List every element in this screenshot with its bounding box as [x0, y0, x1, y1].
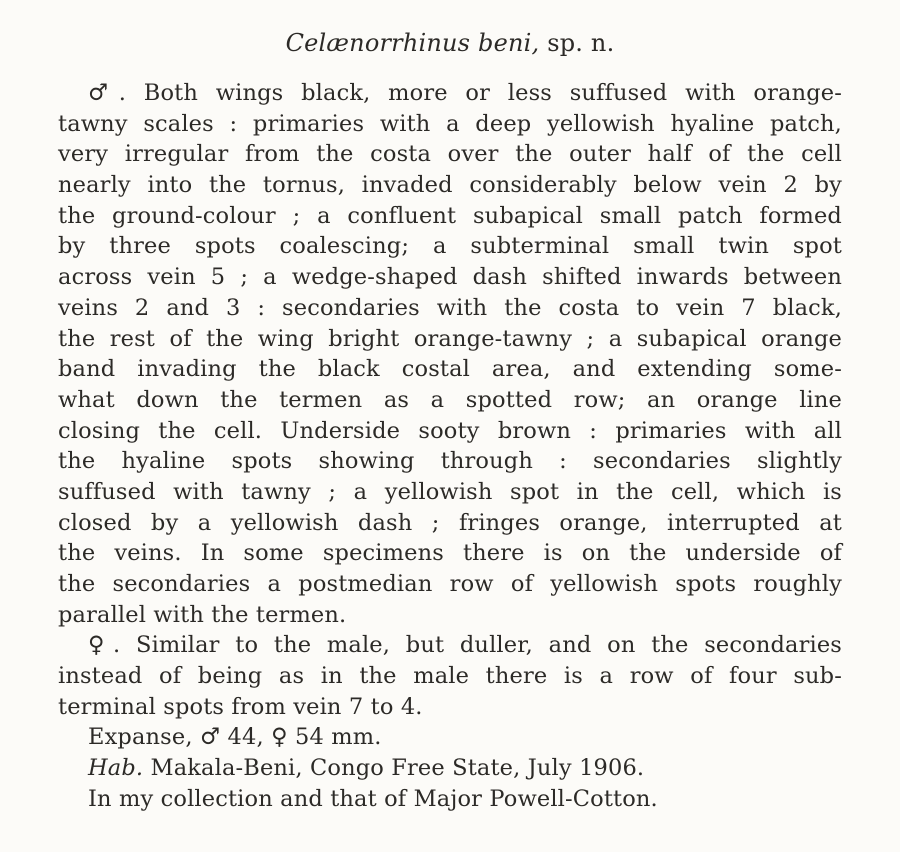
species-status: sp. n.: [539, 29, 615, 57]
habitat-text: Makala-Beni, Congo Free State, July 1906.: [143, 755, 645, 782]
male-description-line: nearly into the tornus, invaded considerably below vein 2 by: [58, 172, 842, 199]
species-scientific-name: Celænorrhinus beni,: [285, 29, 540, 57]
male-description-line: the ground-colour ; a confluent subapical small patch formed: [58, 202, 842, 229]
male-description-line: closed by a yellowish dash ; fringes orange, interrupted at: [58, 509, 842, 536]
male-description-line: ♂. Both wings black, more or less suffused with orange-: [88, 80, 842, 106]
male-description-line: band invading the black costal area, and extending some-: [58, 356, 842, 383]
male-description-line: across vein 5 ; a wedge-shaped dash shifted inwards between: [58, 264, 842, 291]
female-description-line: terminal spots from vein 7 to 4.: [58, 693, 423, 720]
male-description-line: parallel with the termen.: [58, 601, 347, 628]
male-description-line: closing the cell. Underside sooty brown : primaries with all: [58, 417, 842, 444]
male-description-line: what down the termen as a spotted row; an orange line: [58, 386, 842, 413]
male-description-line: by three spots coalescing; a subterminal small twin spot: [58, 233, 842, 260]
female-description-line: instead of being as in the male there is a row of four sub-: [58, 663, 842, 690]
male-description-line: the veins. In some specimens there is on the underside of: [58, 540, 842, 567]
habitat-line: [58, 753, 842, 784]
habitat-label: Hab.: [88, 755, 144, 782]
male-description-line: suffused with tawny ; a yellowish spot in the cell, which is: [58, 478, 842, 505]
male-description-line: veins 2 and 3 : secondaries with the costa to vein 7 black,: [58, 294, 842, 321]
species-heading: [0, 28, 900, 58]
species-description: [58, 78, 842, 815]
male-description-line: the hyaline spots showing through : secondaries slightly: [58, 448, 842, 475]
female-description-line: ♀. Similar to the male, but duller, and on the secondaries: [88, 632, 842, 659]
male-description-line: the rest of the wing bright orange-tawny ; a subapical orange: [58, 325, 842, 352]
male-description-line: tawny scales : primaries with a deep yellowish hyaline patch,: [58, 110, 842, 137]
male-description-line: the secondaries a postmedian row of yellowish spots roughly: [58, 571, 842, 597]
male-description-line: very irregular from the costa over the outer half of the cell: [58, 141, 842, 168]
expanse-line: Expanse, ♂ 44, ♀ 54 mm.: [88, 724, 382, 751]
collection-line: In my collection and that of Major Powell-Cotton.: [88, 785, 658, 812]
